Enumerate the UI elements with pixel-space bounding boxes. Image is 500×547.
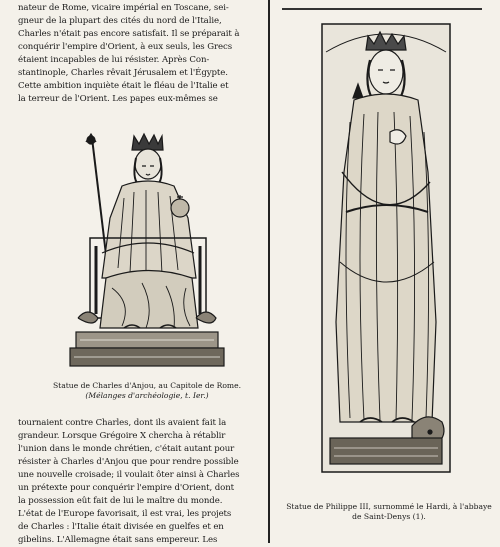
left-caption-source <box>28 391 266 401</box>
charles-anjou-statue-engraving <box>62 128 232 373</box>
text-line: conquérir l'empire d'Orient, à eux seuls, les Grecs <box>18 42 233 52</box>
page-header-rule <box>282 0 482 10</box>
text-line: la terreur de l'Orient. Les papes eux-mêmes se <box>18 94 218 104</box>
text-line: grandeur. Lorsque Grégoire X chercha à rétablir <box>18 431 226 441</box>
standing-king-illustration <box>320 22 452 474</box>
philippe-iii-statue-engraving <box>320 22 452 474</box>
column-divider <box>268 0 270 543</box>
text-line: la possession eût fait de lui le maître du monde. <box>18 496 223 506</box>
text-line: Charles n'était pas encore satisfait. Il se préparait à <box>18 29 240 39</box>
text-line: résister à Charles d'Anjou que pour rendre possible <box>18 457 239 467</box>
right-column <box>272 0 500 543</box>
text-line: stantinople, Charles rêvait Jérusalem et l'Égypte. <box>18 68 228 78</box>
text-line: gibelins. L'Allemagne était sans empereur. Les <box>18 535 218 545</box>
right-caption-title: Statue de Philippe III, surnommé le Hardi, à l'abbaye <box>286 502 492 511</box>
bottom-paragraph <box>10 417 268 547</box>
top-paragraph-text <box>10 2 268 106</box>
text-line: gneur de la plupart des cités du nord de l'Italie, <box>18 16 222 26</box>
text-line: l'union dans le monde chrétien, c'était autant pour <box>18 444 235 454</box>
top-paragraph <box>10 2 268 106</box>
left-caption-source-text: (Mélanges d'archéologie, t. Ier.) <box>85 391 209 400</box>
text-line: un prétexte pour conquérir l'empire d'Orient, dont <box>18 483 235 493</box>
text-line: L'état de l'Europe favorisait, il est vrai, les projets <box>18 509 232 519</box>
text-line: Cette ambition inquiète était le fléau de l'Italie et <box>18 81 229 91</box>
right-figure-caption <box>278 502 500 522</box>
left-column <box>10 0 268 543</box>
right-caption-source: de Saint-Denys (1). <box>352 512 426 521</box>
text-line: nateur de Rome, vicaire impérial en Toscane, sei- <box>18 3 229 13</box>
seated-king-illustration <box>62 128 232 373</box>
text-line: tournaient contre Charles, dont ils avaient fait la <box>18 418 227 428</box>
bottom-paragraph-text <box>10 417 268 547</box>
text-line: une nouvelle croisade; il voulait ôter ainsi à Charles <box>18 470 240 480</box>
left-caption-title: Statue de Charles d'Anjou, au Capitole de Rome. <box>52 381 242 390</box>
left-figure-caption <box>28 381 266 401</box>
text-line: étaient incapables de lui résister. Après Con- <box>18 55 210 65</box>
text-line: de Charles : l'Italie était divisée en guelfes et en <box>18 522 224 532</box>
